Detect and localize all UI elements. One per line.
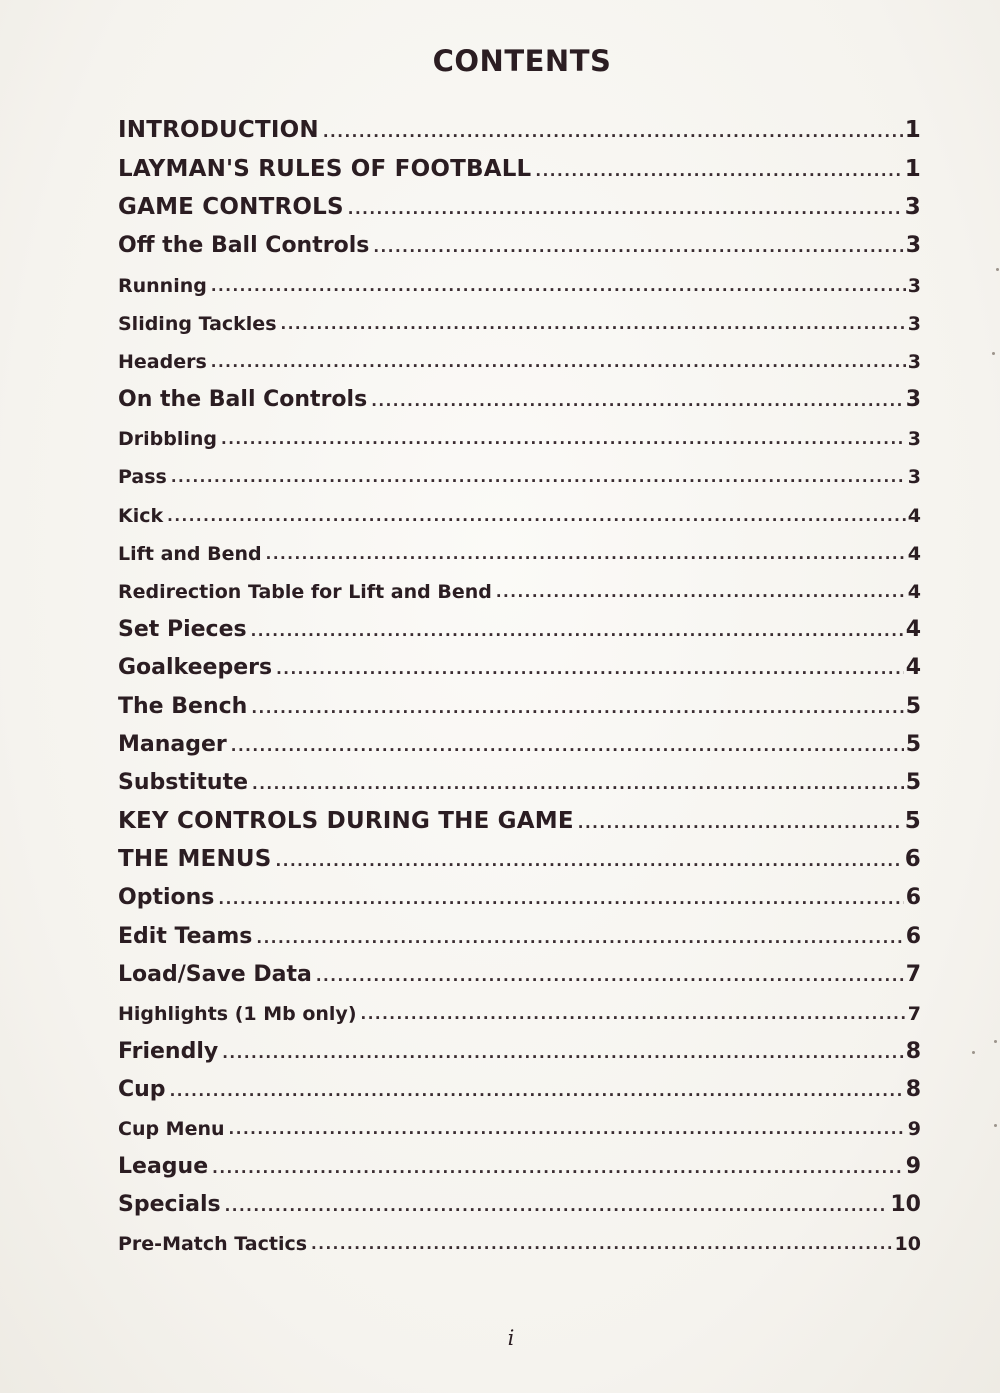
toc-entry [118, 759, 921, 797]
toc-entry [118, 490, 921, 528]
toc-entry [118, 452, 921, 490]
toc-entry-label: INTRODUCTION [118, 117, 319, 144]
toc-entry [118, 107, 921, 145]
page-number: i [507, 1326, 515, 1350]
toc-entry-label: Lift and Bend [118, 543, 262, 566]
toc-entry-label: League [118, 1153, 209, 1179]
dot-leader [276, 662, 904, 680]
paper-speck [994, 1124, 997, 1127]
toc-entry [118, 1142, 921, 1180]
toc-entry-page-number: 9 [907, 1118, 921, 1141]
toc-entry-label: Specials [118, 1191, 221, 1217]
toc-entry-page-number: 1 [904, 117, 921, 144]
toc-entry [118, 874, 921, 912]
toc-entry [118, 989, 921, 1027]
toc-entry [118, 375, 921, 413]
toc-entry [118, 299, 921, 337]
dot-leader [211, 279, 906, 297]
toc-entry [118, 1066, 921, 1104]
toc-entry-label: Cup [118, 1076, 166, 1102]
dot-leader [211, 355, 906, 373]
dot-leader [373, 240, 903, 258]
toc-entry [118, 414, 921, 452]
toc-entry-page-number: 7 [905, 961, 921, 987]
toc-entry-page-number: 7 [907, 1003, 921, 1026]
toc-entry-page-number: 3 [907, 313, 921, 336]
toc-entry-page-number: 6 [905, 923, 921, 949]
table-of-contents [118, 107, 921, 1257]
dot-leader [170, 1084, 904, 1102]
toc-entry-label: Redirection Table for Lift and Bend [118, 581, 492, 604]
toc-entry-page-number: 4 [905, 616, 921, 642]
toc-entry-label: Edit Teams [118, 923, 253, 949]
dot-leader [231, 739, 904, 757]
paper-speck [994, 1040, 997, 1043]
toc-entry-label: Options [118, 885, 215, 911]
toc-entry-label: Kick [118, 504, 164, 527]
toc-entry [118, 912, 921, 950]
toc-entry-page-number: 3 [907, 274, 921, 297]
toc-entry-label: Dribbling [118, 428, 218, 451]
toc-entry-label: GAME CONTROLS [118, 194, 344, 221]
toc-entry [118, 836, 921, 874]
toc-entry-label: Goalkeepers [118, 655, 273, 681]
toc-entry [118, 1219, 921, 1257]
dot-leader [266, 547, 906, 565]
toc-entry-label: Off the Ball Controls [118, 233, 370, 259]
toc-entry [118, 605, 921, 643]
dot-leader [171, 470, 906, 488]
toc-entry-page-number: 4 [907, 543, 921, 566]
dot-leader [276, 854, 903, 872]
toc-entry-label: Friendly [118, 1038, 219, 1064]
toc-entry-page-number: 3 [907, 428, 921, 451]
toc-entry-page-number: 3 [904, 194, 921, 221]
toc-entry-label: LAYMAN'S RULES OF FOOTBALL [118, 155, 532, 182]
toc-entry [118, 1104, 921, 1142]
toc-entry [118, 260, 921, 298]
toc-entry [118, 1027, 921, 1065]
toc-entry-label: Sliding Tackles [118, 313, 277, 336]
dot-leader [496, 585, 906, 603]
dot-leader [256, 931, 903, 949]
dot-leader [311, 1237, 893, 1255]
dot-leader [371, 394, 904, 412]
toc-entry-page-number: 5 [905, 770, 921, 796]
toc-entry [118, 682, 921, 720]
toc-entry [118, 529, 921, 567]
toc-entry-page-number: 8 [905, 1076, 921, 1102]
dot-leader [361, 1007, 906, 1025]
dot-leader [535, 164, 902, 182]
dot-leader [252, 777, 904, 795]
toc-entry-page-number: 1 [904, 155, 921, 182]
toc-entry-page-number: 3 [905, 233, 921, 259]
toc-entry-page-number: 10 [890, 1191, 921, 1217]
toc-entry-label: Cup Menu [118, 1118, 225, 1141]
toc-entry-label: Set Pieces [118, 616, 247, 642]
dot-leader [251, 701, 903, 719]
dot-leader [229, 1122, 906, 1140]
dot-leader [251, 624, 904, 642]
dot-leader [167, 509, 906, 527]
toc-entry-label: The Bench [118, 693, 248, 719]
dot-leader [221, 432, 906, 450]
toc-entry-page-number: 10 [894, 1233, 921, 1256]
toc-entry-label: Load/Save Data [118, 961, 312, 987]
toc-entry-page-number: 6 [905, 885, 921, 911]
toc-entry [118, 184, 921, 222]
page-title: CONTENTS [432, 44, 612, 78]
toc-entry-page-number: 5 [905, 693, 921, 719]
dot-leader [348, 202, 903, 220]
toc-entry [118, 337, 921, 375]
toc-entry [118, 1181, 921, 1219]
toc-entry-label: Highlights (1 Mb only) [118, 1003, 357, 1026]
toc-entry-page-number: 4 [907, 504, 921, 527]
toc-entry-label: Pre-Match Tactics [118, 1233, 308, 1256]
dot-leader [316, 969, 904, 987]
paper-speck [972, 1051, 975, 1054]
toc-entry [118, 567, 921, 605]
dot-leader [281, 317, 906, 335]
toc-entry-label: Running [118, 274, 207, 297]
toc-entry-label: KEY CONTROLS DURING THE GAME [118, 807, 574, 834]
toc-entry-label: On the Ball Controls [118, 386, 368, 412]
dot-leader [578, 816, 903, 834]
dot-leader [323, 125, 903, 143]
toc-entry-page-number: 4 [905, 655, 921, 681]
toc-entry-page-number: 5 [904, 807, 921, 834]
toc-entry-label: Pass [118, 466, 167, 489]
toc-entry [118, 644, 921, 682]
paper-speck [992, 352, 995, 355]
dot-leader [222, 1046, 903, 1064]
toc-entry-label: THE MENUS [118, 845, 272, 872]
toc-entry [118, 721, 921, 759]
toc-entry-page-number: 9 [905, 1153, 921, 1179]
toc-entry-page-number: 3 [907, 466, 921, 489]
toc-entry [118, 222, 921, 260]
toc-entry-label: Manager [118, 731, 227, 757]
toc-entry-page-number: 3 [907, 351, 921, 374]
toc-entry-page-number: 5 [905, 731, 921, 757]
toc-entry-label: Substitute [118, 770, 249, 796]
toc-entry-page-number: 8 [905, 1038, 921, 1064]
dot-leader [225, 1199, 889, 1217]
paper-speck [996, 268, 999, 271]
toc-entry-page-number: 6 [904, 845, 921, 872]
toc-entry-page-number: 4 [907, 581, 921, 604]
toc-entry-label: Headers [118, 351, 207, 374]
toc-entry-page-number: 3 [905, 386, 921, 412]
toc-entry [118, 951, 921, 989]
dot-leader [218, 892, 903, 910]
toc-entry [118, 145, 921, 183]
toc-entry [118, 797, 921, 835]
dot-leader [212, 1161, 904, 1179]
